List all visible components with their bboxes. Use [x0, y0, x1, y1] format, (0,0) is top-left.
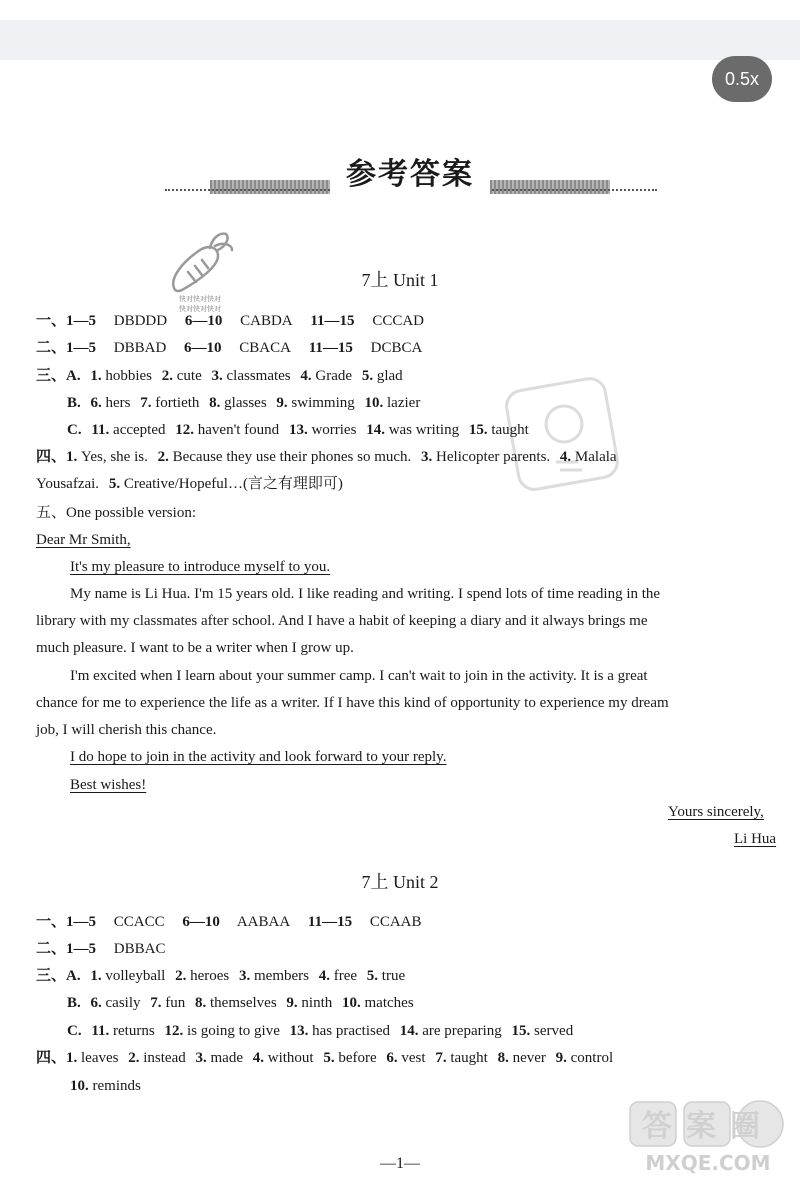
answer-word: fun: [165, 995, 186, 1011]
item-number: 4.: [559, 449, 572, 465]
item-number: 2.: [128, 1050, 140, 1066]
answer-word: was writing: [388, 422, 460, 438]
letter-line: My name is Li Hua. I'm 15 years old. I like reading and writing. I spend lots of time reading in the: [70, 586, 661, 602]
item-number: 7.: [140, 395, 152, 411]
answer-text: Malala: [574, 449, 617, 465]
answer-word: Grade: [315, 368, 353, 384]
answer-word: reminds: [92, 1078, 141, 1094]
item-number: 15.: [468, 422, 488, 438]
answer-word: haven't found: [197, 422, 280, 438]
answer-word: served: [534, 1023, 574, 1039]
answer-text: Because they use their phones so much.: [172, 449, 412, 465]
unit2-section4-cont: [70, 1076, 141, 1096]
unit2-heading: 7上 Unit 2: [361, 872, 439, 892]
item-number: 3.: [239, 968, 251, 984]
answer-word: free: [333, 968, 358, 984]
item-number: 1.: [90, 368, 102, 384]
answer-word: lazier: [387, 395, 421, 411]
answer-word: worries: [311, 422, 357, 438]
item-number: 5.: [323, 1050, 335, 1066]
answer-word: made: [210, 1050, 243, 1066]
item-number: 11.: [91, 422, 110, 438]
item-number: 5.: [108, 476, 121, 492]
item-number: 13.: [289, 1023, 309, 1039]
answer-word: matches: [364, 995, 414, 1011]
item-number: 6.: [90, 995, 102, 1011]
answer-word: fortieth: [155, 395, 200, 411]
page-number: —1—: [380, 1155, 420, 1172]
answer-word: leaves: [81, 1050, 119, 1066]
answer-word: cute: [176, 368, 202, 384]
page-title: 参考答案: [330, 153, 490, 197]
item-number: 7.: [150, 995, 162, 1011]
item-number: 1.: [90, 968, 102, 984]
answer-word: hers: [105, 395, 131, 411]
unit1-section2: [36, 338, 422, 358]
range-label: 6—10: [184, 340, 222, 356]
answer-group: DBBAD: [113, 340, 167, 356]
unit1-section3-a: [36, 366, 403, 386]
answer-word: without: [267, 1050, 314, 1066]
item-number: 9.: [286, 995, 298, 1011]
section-label: C.: [67, 1023, 82, 1039]
unit2-section3-a: [36, 966, 405, 986]
section-label: B.: [67, 995, 81, 1011]
item-number: 3.: [195, 1050, 207, 1066]
section-label: 四、1.: [36, 449, 78, 465]
answer-word: control: [570, 1050, 614, 1066]
answer-word: true: [381, 968, 406, 984]
answer-text: Helicopter parents.: [436, 449, 551, 465]
section-label: 一、1—5: [36, 313, 97, 329]
unit2-section3-b: [67, 993, 414, 1013]
letter-line: library with my classmates after school. And I have a habit of keeping a diary and it always brings me: [36, 613, 648, 629]
answer-word: taught: [491, 422, 529, 438]
item-number: 5.: [361, 368, 374, 384]
answer-group: CABDA: [240, 313, 293, 329]
answer-word: glasses: [224, 395, 267, 411]
item-number: 12.: [164, 1023, 184, 1039]
item-number: 4.: [252, 1050, 264, 1066]
item-number: 2.: [175, 968, 187, 984]
letter-greeting: Dear Mr Smith,: [36, 532, 131, 548]
answer-group: CCCAD: [372, 313, 424, 329]
section-label: 三、A.: [36, 368, 81, 384]
unit1-section3-b: [67, 393, 420, 413]
answer-word: themselves: [210, 995, 277, 1011]
unit2-section1: [36, 912, 422, 932]
item-number: 10.: [364, 395, 384, 411]
answer-word: returns: [113, 1023, 155, 1039]
unit1-section3-c: [67, 420, 529, 440]
item-number: 4.: [318, 968, 330, 984]
answer-group: CCACC: [113, 914, 165, 930]
item-number: 9.: [276, 395, 288, 411]
unit1-section1: [36, 311, 424, 331]
answer-word: volleyball: [105, 968, 166, 984]
answer-group: CBACA: [239, 340, 291, 356]
letter-line: job, I will cherish this chance.: [36, 722, 217, 738]
section-label: B.: [67, 395, 81, 411]
answer-group: DBDDD: [113, 313, 168, 329]
answer-word: members: [254, 968, 309, 984]
letter-line: It's my pleasure to introduce myself to you.: [70, 559, 331, 575]
answer-word: before: [338, 1050, 377, 1066]
item-number: 8.: [209, 395, 221, 411]
answer-word: glad: [376, 368, 403, 384]
answer-word: accepted: [113, 422, 166, 438]
item-number: 4.: [300, 368, 312, 384]
answer-group: DBBAC: [113, 941, 166, 957]
unit2-section2: [36, 939, 165, 959]
answer-word: casily: [105, 995, 141, 1011]
item-number: 2.: [161, 368, 174, 384]
unit2-section4: [36, 1048, 613, 1068]
section-label: 三、A.: [36, 968, 81, 984]
answer-word: instead: [143, 1050, 186, 1066]
range-label: 6—10: [184, 313, 223, 329]
answer-group: DCBCA: [370, 340, 423, 356]
zoom-level-button[interactable]: 0.5x: [712, 56, 772, 102]
section-label: 二、1—5: [36, 941, 97, 957]
viewer-header-strip: [0, 20, 800, 60]
letter-line: I do hope to join in the activity and look forward to your reply.: [70, 749, 447, 765]
top-bar: [0, 0, 800, 20]
letter-line: Best wishes!: [70, 777, 147, 793]
letter-closing: Yours sincerely,: [668, 804, 764, 820]
answer-group: CCAAB: [369, 914, 422, 930]
answer-word: heroes: [190, 968, 230, 984]
item-number: 14.: [366, 422, 385, 438]
range-label: 11—15: [310, 313, 355, 329]
answer-word: ninth: [301, 995, 333, 1011]
logo-caption-line: 快对快对快对: [179, 295, 221, 303]
watermark-site-text: MXQE.COM: [645, 1151, 771, 1175]
section-label: C.: [67, 422, 82, 438]
unit1-section4-cont: [36, 474, 343, 494]
logo-caption-line: 快对快对快对: [179, 305, 221, 313]
item-number: 8.: [497, 1050, 509, 1066]
answer-word: vest: [401, 1050, 426, 1066]
answer-word: are preparing: [422, 1023, 502, 1039]
item-number: 10.: [70, 1078, 89, 1094]
item-number: 2.: [157, 449, 169, 465]
item-number: 3.: [421, 449, 433, 465]
item-number: 14.: [399, 1023, 419, 1039]
unit1-heading: 7上 Unit 1: [361, 270, 439, 290]
section-label: 二、1—5: [36, 340, 97, 356]
answer-text: Yousafzai.: [36, 476, 100, 492]
letter-line: much pleasure. I want to be a writer when I grow up.: [36, 640, 354, 656]
item-number: 6.: [386, 1050, 398, 1066]
letter-line: chance for me to experience the life as a writer. If I have this kind of opportunity to experience my dream: [36, 695, 669, 711]
item-number: 13.: [288, 422, 308, 438]
answer-word: swimming: [291, 395, 355, 411]
item-number: 3.: [211, 368, 223, 384]
watermark-chars: 答案圈: [642, 1109, 774, 1144]
answer-word: never: [512, 1050, 546, 1066]
range-label: 11—15: [307, 914, 353, 930]
range-label: 11—15: [308, 340, 353, 356]
item-number: 7.: [435, 1050, 447, 1066]
answer-word: hobbies: [105, 368, 153, 384]
item-number: 10.: [342, 995, 361, 1011]
section-label: 一、1—5: [36, 914, 97, 930]
item-number: 9.: [555, 1050, 567, 1066]
item-number: 11.: [91, 1023, 110, 1039]
answer-word: taught: [450, 1050, 488, 1066]
section-label: 四、1.: [36, 1050, 78, 1066]
answer-word: has practised: [312, 1023, 390, 1039]
answer-group: AABAA: [236, 914, 291, 930]
range-label: 6—10: [182, 914, 220, 930]
item-number: 15.: [511, 1023, 531, 1039]
letter-line: I'm excited when I learn about your summer camp. I can't wait to join in the activity. It is a great: [70, 668, 648, 684]
answer-text: Yes, she is.: [81, 449, 148, 465]
answer-text: Creative/Hopeful…(言之有理即可): [123, 476, 343, 492]
unit1-section5-label: 五、One possible version:: [36, 505, 196, 521]
answer-word: is going to give: [186, 1023, 280, 1039]
unit2-section3-c: [67, 1021, 573, 1041]
item-number: 12.: [175, 422, 194, 438]
unit1-section4: [36, 447, 617, 467]
item-number: 8.: [195, 995, 207, 1011]
letter-signature: Li Hua: [734, 831, 777, 847]
answer-word: classmates: [226, 368, 291, 384]
item-number: 6.: [90, 395, 102, 411]
item-number: 5.: [366, 968, 379, 984]
